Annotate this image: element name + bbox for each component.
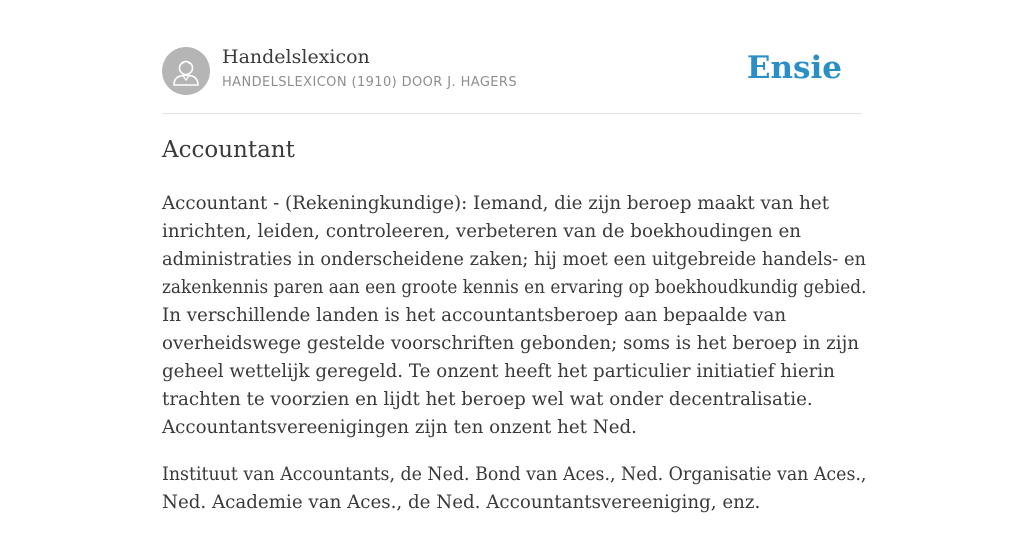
source-subtitle[interactable]: HANDELSLEXICON (1910) DOOR J. HAGERS [222,75,517,90]
source-title[interactable]: Handelslexicon [222,46,370,68]
text-line: geheel wettelijk geregeld. Te onzent heeft het particulier initiatief hierin [162,361,835,382]
text-line: trachten te voorzien en lijdt het beroep wel wat onder decentralisatie. [162,389,813,410]
brand-logo[interactable]: Ensie [746,50,842,86]
source-header [162,46,862,96]
text-line: Accountant - (Rekeningkundige): Iemand, die zijn beroep maakt van het [162,193,830,214]
header-divider [162,113,862,114]
text-line: administraties in onderscheidene zaken; hij moet een uitgebreide handels- en [162,249,866,270]
entry-content [162,190,868,536]
entry-paragraph [162,461,868,517]
text-line: overheidswege gestelde voorschriften gebonden; soms is het beroep in zijn [162,333,860,354]
text-line: inrichten, leiden, controleeren, verbeteren van de boekhoudingen en [162,221,802,242]
text-line: In verschillende landen is het accountantsberoep aan bepaalde van [162,305,787,326]
text-line: Accountantsvereenigingen zijn ten onzent het Ned. [162,417,637,438]
text-line: zakenkennis paren aan een groote kennis en ervaring op boekhoudkundig gebied. [162,277,867,298]
text-line: Instituut van Accountants, de Ned. Bond van Aces., Ned. Organisatie van Aces., [162,464,867,485]
user-icon [162,47,210,95]
text-line: Ned. Academie van Aces., de Ned. Accountantsvereeniging, enz. [162,492,761,513]
entry-paragraph [162,190,868,442]
entry-title: Accountant [162,137,295,163]
